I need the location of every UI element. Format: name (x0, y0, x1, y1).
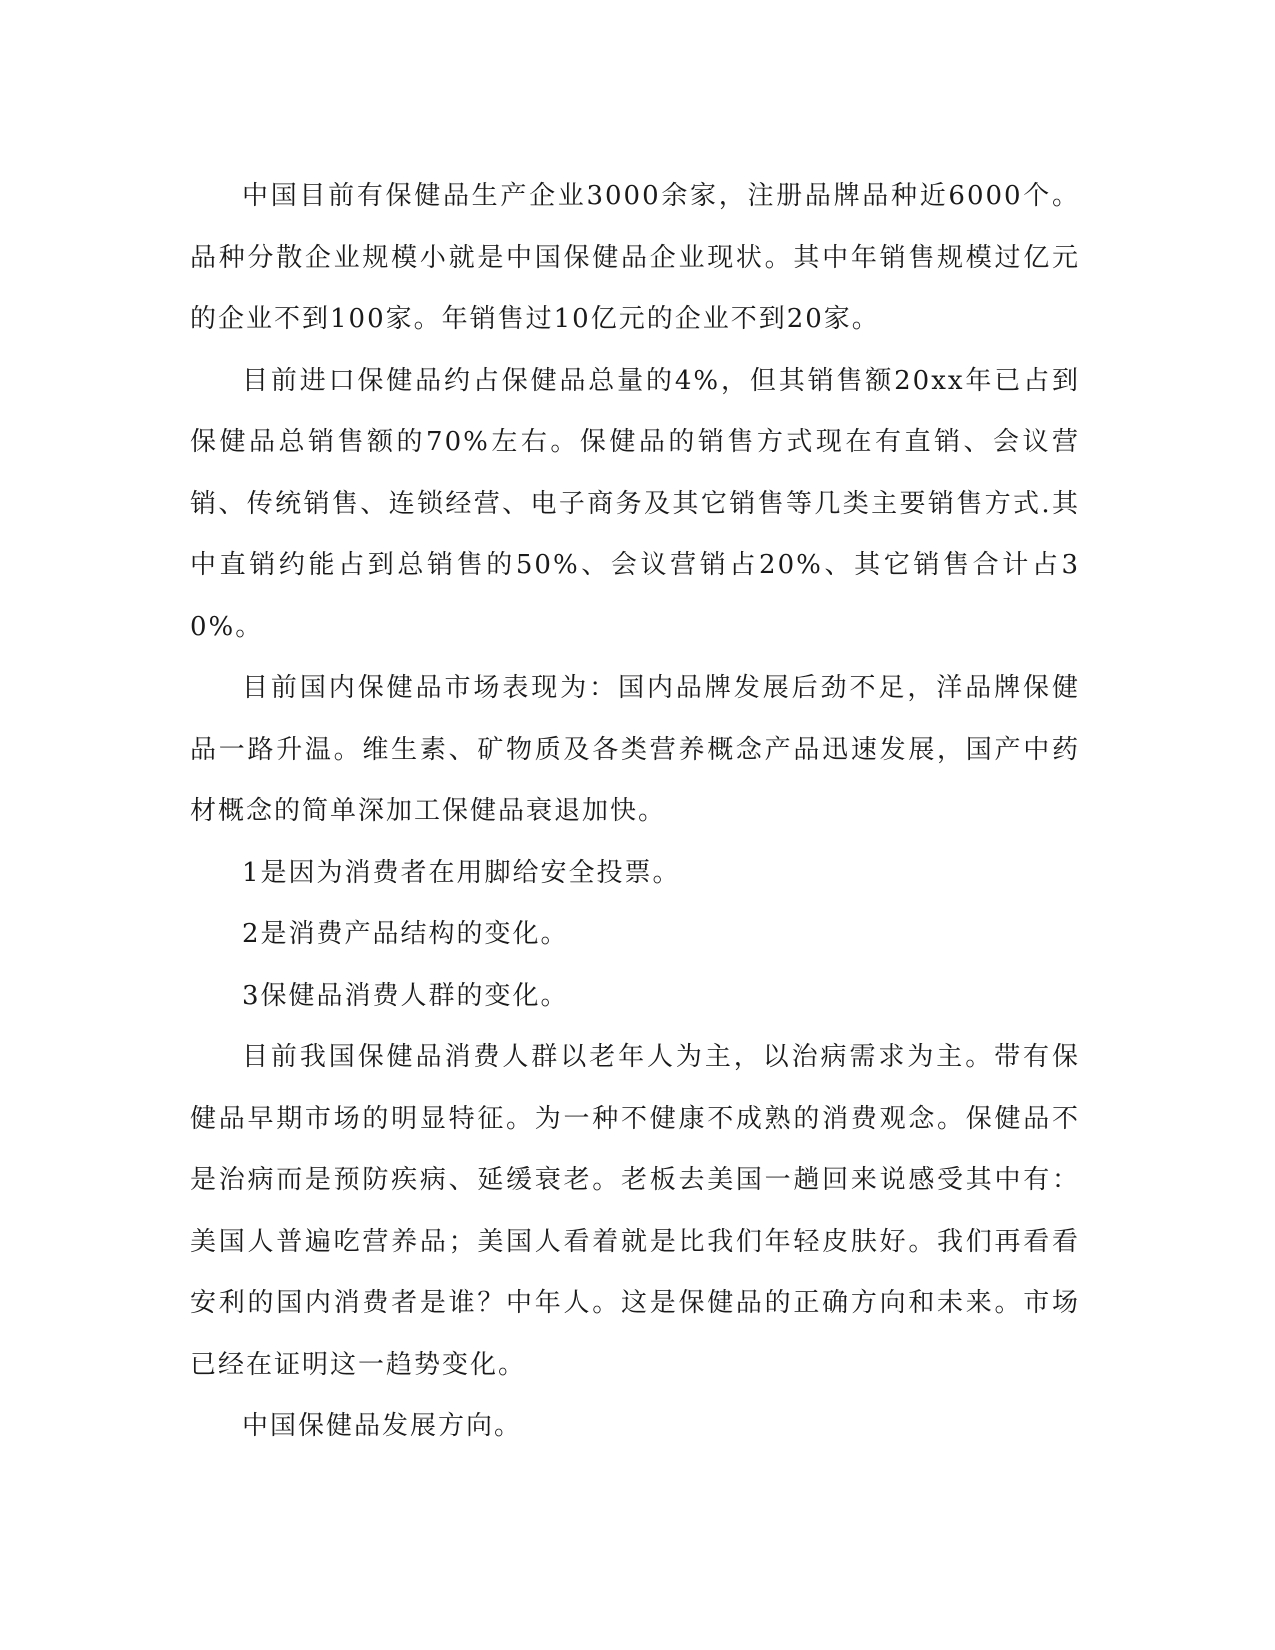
paragraph-company-stats: 中国目前有保健品生产企业3000余家，注册品牌品种近6000个。品种分散企业规模小就是中国保健品企业现状。其中年销售规模过亿元的企业不到100家。年销售过10亿元的企业不到20家。 (190, 181, 1080, 334)
paragraph-direction-heading: 中国保健品发展方向。 (242, 1411, 523, 1441)
paragraph-reason-3: 3保健品消费人群的变化。 (242, 980, 569, 1011)
paragraph-reason-1: 1是因为消费者在用脚给安全投票。 (242, 857, 681, 888)
paragraph-imports-sales: 目前进口保健品约占保健品总量的4%，但其销售额20xx年已占到保健品总销售额的70%左右。保健品的销售方式现在有直销、会议营销、传统销售、连锁经营、电子商务及其它销售等几类主要销售方式.其中直销约能占到总销售的50%、会议营销占20%、其它销售合计占30%。 (190, 365, 1080, 642)
paragraph-domestic-market: 目前国内保健品市场表现为：国内品牌发展后劲不足，洋品牌保健品一路升温。维生素、矿物质及各类营养概念产品迅速发展，国产中药材概念的简单深加工保健品衰退加快。 (190, 673, 1080, 826)
paragraph-consumer-groups: 目前我国保健品消费人群以老年人为主，以治病需求为主。带有保健品早期市场的明显特征。为一种不健康不成熟的消费观念。保健品不是治病而是预防疾病、延缓衰老。老板去美国一趟回来说感受其中有：美国人普遍吃营养品；美国人看着就是比我们年轻皮肤好。我们再看看安利的国内消费者是谁？中年人。这是保健品的正确方向和未来。市场已经在证明这一趋势变化。 (190, 1042, 1080, 1380)
paragraph-reason-2: 2是消费产品结构的变化。 (242, 919, 569, 949)
document-body (190, 166, 1080, 1458)
